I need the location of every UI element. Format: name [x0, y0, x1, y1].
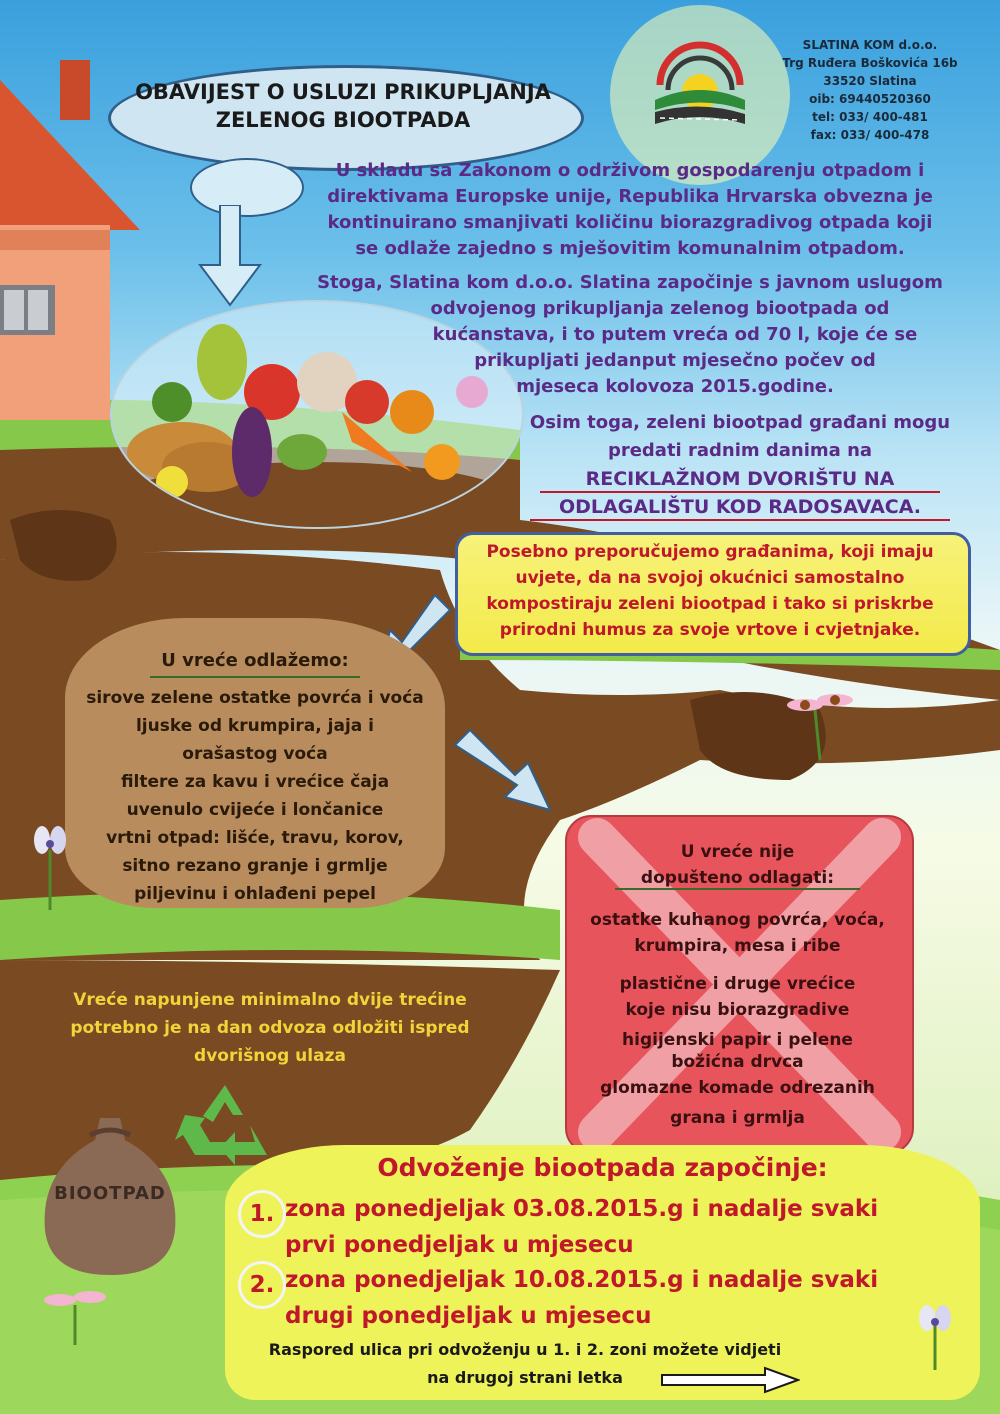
company-name: SLATINA KOM d.o.o. — [802, 38, 938, 52]
bag-label: BIOOTPAD — [54, 1183, 166, 1204]
intro-line: kućanstava, i to putem vreća od 70 l, koje će se — [432, 324, 918, 345]
compost-note-line: uvjete, da na svojoj okućnici samostalno — [515, 568, 905, 588]
intro-line: mjeseca kolovoza 2015.godine. — [516, 376, 834, 397]
allowed-heading-underline — [150, 676, 360, 678]
zone-1-line-2: prvi ponedjeljak u mjesecu — [285, 1232, 634, 1258]
not-allowed-item: plastične i druge vrećice — [619, 974, 856, 994]
intro-line: Stoga, Slatina kom d.o.o. Slatina započinje s javnom uslugom — [317, 272, 943, 293]
recycling-yard-highlight-1: RECIKLAŽNOM DVORIŠTU NA — [540, 468, 940, 493]
zone-2-line-1: zona ponedjeljak 10.08.2015.g i nadalje svaki — [285, 1267, 879, 1293]
flower-icon — [30, 1285, 120, 1345]
bag-note-line: Vreće napunjene minimalno dvije trećine — [73, 990, 467, 1010]
allowed-item: ljuske od krumpira, jaja i — [135, 716, 375, 736]
compost-note-line: kompostiraju zeleni biootpad i tako si priskrbe — [486, 594, 934, 614]
not-allowed-item: grana i grmlja — [670, 1108, 805, 1128]
schedule-heading: Odvoženje biootpada započinje: — [377, 1153, 828, 1182]
logo-icon — [650, 40, 750, 130]
zone-2-number: 2. — [238, 1261, 286, 1309]
not-allowed-item: krumpira, mesa i ribe — [634, 936, 841, 956]
title-line-1: OBAVIJEST O USLUZI PRIKUPLJANJA — [135, 80, 551, 104]
arrow-right-icon — [660, 1366, 800, 1394]
intro-line: se odlaže zajedno s mješovitim komunalnim otpadom. — [355, 238, 905, 259]
recycling-yard-line-2: predati radnim danima na — [607, 440, 873, 461]
arrow-down-icon — [195, 205, 265, 310]
allowed-item: vrtni otpad: lišće, travu, korov, — [106, 828, 404, 848]
allowed-item: piljevinu i ohlađeni pepel — [134, 884, 376, 904]
recycling-yard-line-1: Osim toga, zeleni biootpad građani mogu — [529, 412, 951, 433]
not-allowed-heading-1: U vreće nije — [680, 842, 795, 862]
not-allowed-heading-2: dopušteno odlagati: — [615, 868, 860, 890]
zone-1-number: 1. — [238, 1190, 286, 1238]
iris-flower-icon — [905, 1300, 965, 1370]
company-oib: oib: 69440520360 — [809, 92, 931, 106]
recycling-yard-highlight-2: ODLAGALIŠTU KOD RADOSAVACA. — [530, 496, 950, 521]
schedule-footer-1: Raspored ulica pri odvoženju u 1. i 2. zoni možete vidjeti — [268, 1340, 782, 1359]
not-allowed-item: koje nisu biorazgradive — [625, 1000, 850, 1020]
company-tel: tel: 033/ 400-481 — [812, 110, 928, 124]
not-allowed-item: higijenski papir i pelene — [622, 1030, 853, 1050]
intro-line: kontinuirano smanjivati količinu biorazgradivog otpada koji — [327, 212, 933, 233]
company-fax: fax: 033/ 400-478 — [810, 128, 930, 142]
not-allowed-item: božićna drvca — [671, 1052, 804, 1072]
title-line-2: ZELENOG BIOOTPADA — [215, 108, 471, 132]
allowed-item: orašastog voća — [182, 744, 328, 764]
allowed-item: uvenulo cvijeće i lončanice — [126, 800, 384, 820]
compost-note-line: prirodni humus za svoje vrtove i cvjetnjake. — [499, 620, 921, 640]
zone-2-line-2: drugi ponedjeljak u mjesecu — [285, 1303, 652, 1329]
arrow-down-right-icon — [450, 725, 560, 815]
bag-note-line: potrebno je na dan odvoza odložiti ispred — [70, 1018, 470, 1038]
zone-1-line-1: zona ponedjeljak 03.08.2015.g i nadalje svaki — [285, 1196, 879, 1222]
intro-line: prikupljati jedanput mjesečno počev od — [474, 350, 876, 371]
bag-note-line: dvorišnog ulaza — [194, 1046, 346, 1066]
allowed-item: sirove zelene ostatke povrća i voća — [86, 688, 424, 708]
intro-line: direktivama Europske unije, Republika Hrvarska obvezna je — [327, 186, 933, 207]
schedule-footer-2: na drugoj strani letka — [427, 1368, 623, 1387]
company-logo — [650, 40, 750, 130]
allowed-heading: U vreće odlažemo: — [161, 650, 349, 671]
allowed-item: sitno rezano granje i grmlje — [122, 856, 388, 876]
not-allowed-item: ostatke kuhanog povrća, voća, — [590, 910, 885, 930]
company-address: Trg Ruđera Boškovića 16b — [782, 56, 958, 70]
company-city: 33520 Slatina — [823, 74, 917, 88]
compost-note-line: Posebno preporučujemo građanima, koji imaju — [486, 542, 934, 562]
iris-flower-icon — [20, 820, 80, 910]
intro-line: odvojenog prikupljanja zelenog biootpada od — [430, 298, 890, 319]
intro-line: U skladu sa Zakonom o održivom gospodarenju otpadom i — [335, 160, 925, 181]
allowed-item: filtere za kavu i vrećice čaja — [120, 772, 390, 792]
flower-icon — [775, 680, 865, 760]
not-allowed-item: glomazne komade odrezanih — [600, 1078, 875, 1098]
